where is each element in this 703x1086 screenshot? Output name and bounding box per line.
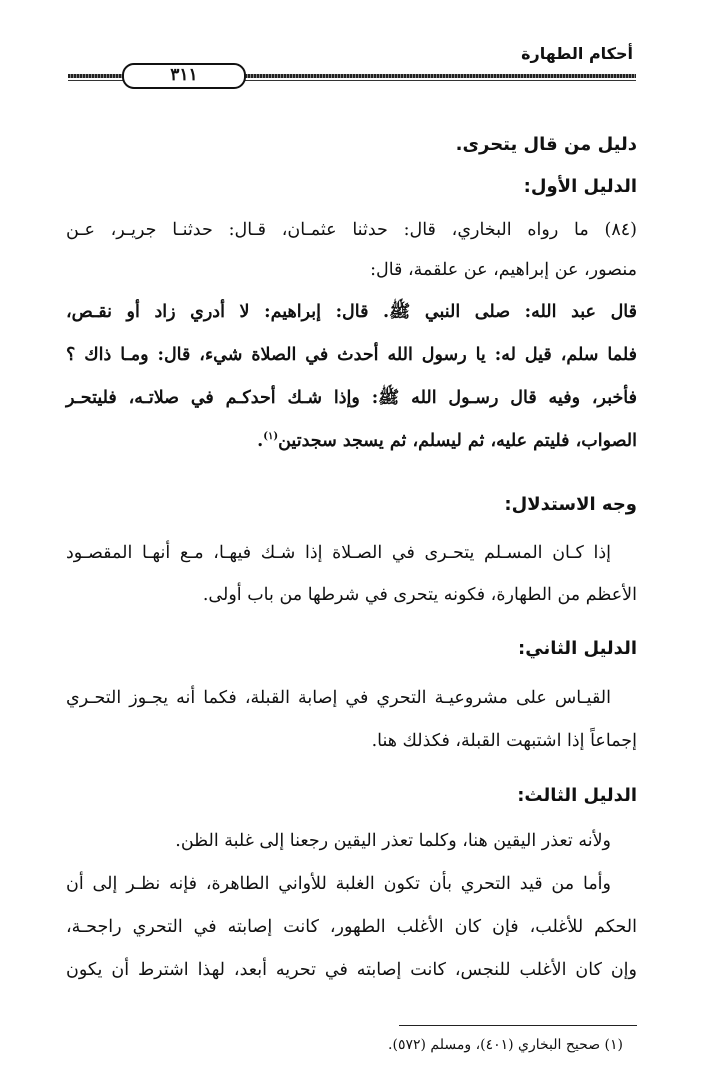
hadith-line: فأخبر، وفيه قال رسـول الله ﷺ: وإذا شـك أحدكـم في صلاتـه، فليتحـر <box>66 388 637 408</box>
text-line: منصور، عن إبراهيم، عن علقمة، قال: <box>370 260 637 280</box>
section-heading: دليل من قال يتحرى. <box>455 134 637 155</box>
hadith-line: قال عبد الله: صلى النبي ﷺ. قال: إبراهيم: لا أدري زاد أو نقـص، <box>66 302 637 322</box>
text-line: وإن كان الأغلب للنجس، كانت إصابته في تحريه أبعد، لهذا اشترط أن يكون <box>66 960 637 980</box>
text-line: الأعظم من الطهارة، فكونه يتحرى في شرطها من باب أولى. <box>202 585 637 605</box>
footnote: (١) صحيح البخاري (٤٠١)، ومسلم (٥٧٢). <box>388 1037 623 1053</box>
evidence2-heading: الدليل الثاني: <box>518 638 637 659</box>
footnote-divider <box>399 1025 637 1026</box>
running-title: أحكام الطهارة <box>521 44 633 63</box>
text-line: إجماعاً إذا اشتبهت القبلة، فكذلك هنا. <box>371 731 637 751</box>
text-line: وأما من قيد التحري بأن تكون الغلبة للأواني الطاهرة، فإنه نظـر إلى أن <box>66 874 611 894</box>
text-line: إذا كـان المسـلم يتحـرى في الصـلاة إذا شـك فيهـا، مـع أنهـا المقصـود <box>66 543 611 563</box>
evidence1-heading: الدليل الأول: <box>523 176 637 197</box>
text-line: ولأنه تعذر اليقين هنا، وكلما تعذر اليقين رجعنا إلى غلبة الظن. <box>175 831 611 851</box>
hadith-line-last: الصواب، فليتم عليه، ثم ليسلم، ثم يسجد سجدتين$^{(١)}$. <box>257 431 637 451</box>
text-line: (٨٤) ما رواه البخاري، قال: حدثنا عثمـان، قـال: حدثنـا جريـر، عـن <box>66 220 637 240</box>
hadith-line: فلما سلم، قيل له: يا رسول الله أحدث في الصلاة شيء، قال: ومـا ذاك ؟ <box>66 345 637 365</box>
header-rule <box>68 65 636 85</box>
evidence3-heading: الدليل الثالث: <box>517 785 637 806</box>
page-number: ٣١١ <box>122 63 246 89</box>
inference-heading: وجه الاستدلال: <box>504 494 637 515</box>
text-line: الحكم للأغلب، فإن كان الأغلب الطهور، كانت إصابته في التحري راجحـة، <box>66 917 637 937</box>
text-line: القيـاس على مشروعيـة التحري في إصابة القبلة، فكما أنه يجـوز التحـري <box>66 688 611 708</box>
hadith-line-text: الصواب، فليتم عليه، ثم ليسلم، ثم يسجد سجدتين <box>278 431 637 451</box>
footnote-marker: (١) <box>263 431 279 443</box>
